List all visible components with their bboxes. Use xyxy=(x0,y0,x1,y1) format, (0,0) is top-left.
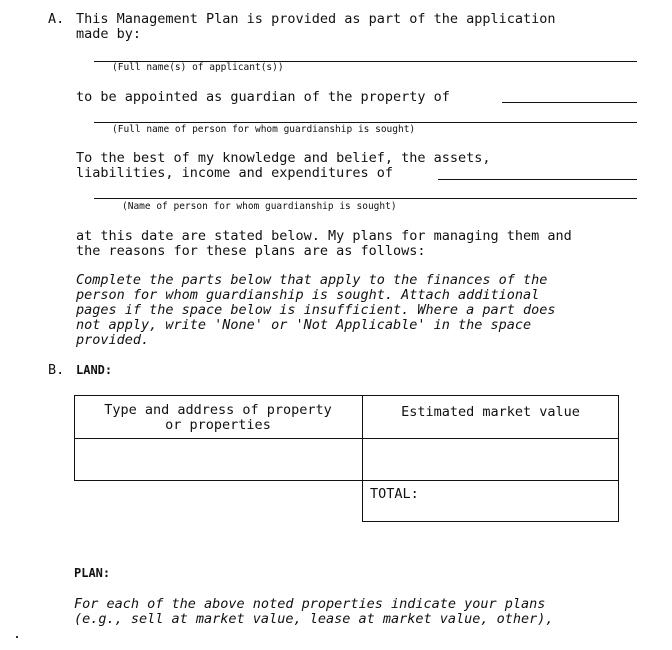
total-value-cell[interactable] xyxy=(430,482,616,519)
section-a-letter: A. xyxy=(48,11,65,27)
appointed-text: to be appointed as guardian of the property of xyxy=(76,89,450,105)
land-table-col1-header-line-1: Type and address of property xyxy=(104,402,332,418)
land-table-header-divider xyxy=(74,438,619,439)
market-value-cell[interactable] xyxy=(364,440,617,479)
date-line-2: the reasons for these plans are as follows: xyxy=(76,243,426,259)
instructions-line-3: pages if the space below is insufficient. Where a part does xyxy=(76,302,556,318)
guardianship-name-field[interactable] xyxy=(94,198,637,199)
property-of-field[interactable] xyxy=(502,102,637,103)
plan-heading: PLAN: xyxy=(74,566,111,580)
land-table-col1-header-line-2: or properties xyxy=(165,417,271,433)
instructions-line-1: Complete the parts below that apply to the finances of the xyxy=(76,272,548,288)
person-name-caption: (Full name of person for whom guardianship is sought) xyxy=(112,124,416,135)
guardianship-name-caption: (Name of person for whom guardianship is sought) xyxy=(122,201,397,212)
total-label: TOTAL: xyxy=(370,486,419,502)
plan-line-1: For each of the above noted properties indicate your plans xyxy=(74,596,546,612)
date-line-1: at this date are stated below. My plans for managing them and xyxy=(76,228,572,244)
land-table-col2-header: Estimated market value xyxy=(401,404,580,420)
instructions-line-2: person for whom guardianship is sought. Attach additional xyxy=(76,287,540,303)
knowledge-line-1: To the best of my knowledge and belief, the assets, xyxy=(76,150,491,166)
scan-speck xyxy=(16,636,18,638)
land-heading: LAND: xyxy=(76,363,113,377)
expenditures-of-field[interactable] xyxy=(438,179,637,180)
property-description-cell[interactable] xyxy=(76,440,360,479)
instructions-line-4: not apply, write 'None' or 'Not Applicable' in the space xyxy=(76,317,532,333)
person-name-field[interactable] xyxy=(94,122,637,123)
plan-line-2: (e.g., sell at market value, lease at market value, other), xyxy=(74,611,554,627)
instructions-line-5: provided. xyxy=(76,332,150,348)
total-cell-bottom-border xyxy=(362,521,619,522)
knowledge-line-2: liabilities, income and expenditures of xyxy=(76,165,393,181)
section-a-line-1: This Management Plan is provided as part of the application xyxy=(76,11,556,27)
applicant-name-caption: (Full name(s) of applicant(s)) xyxy=(112,62,284,73)
total-cell-right-border xyxy=(618,480,619,522)
section-b-letter: B. xyxy=(48,362,65,378)
section-a-line-2: made by: xyxy=(76,26,142,42)
